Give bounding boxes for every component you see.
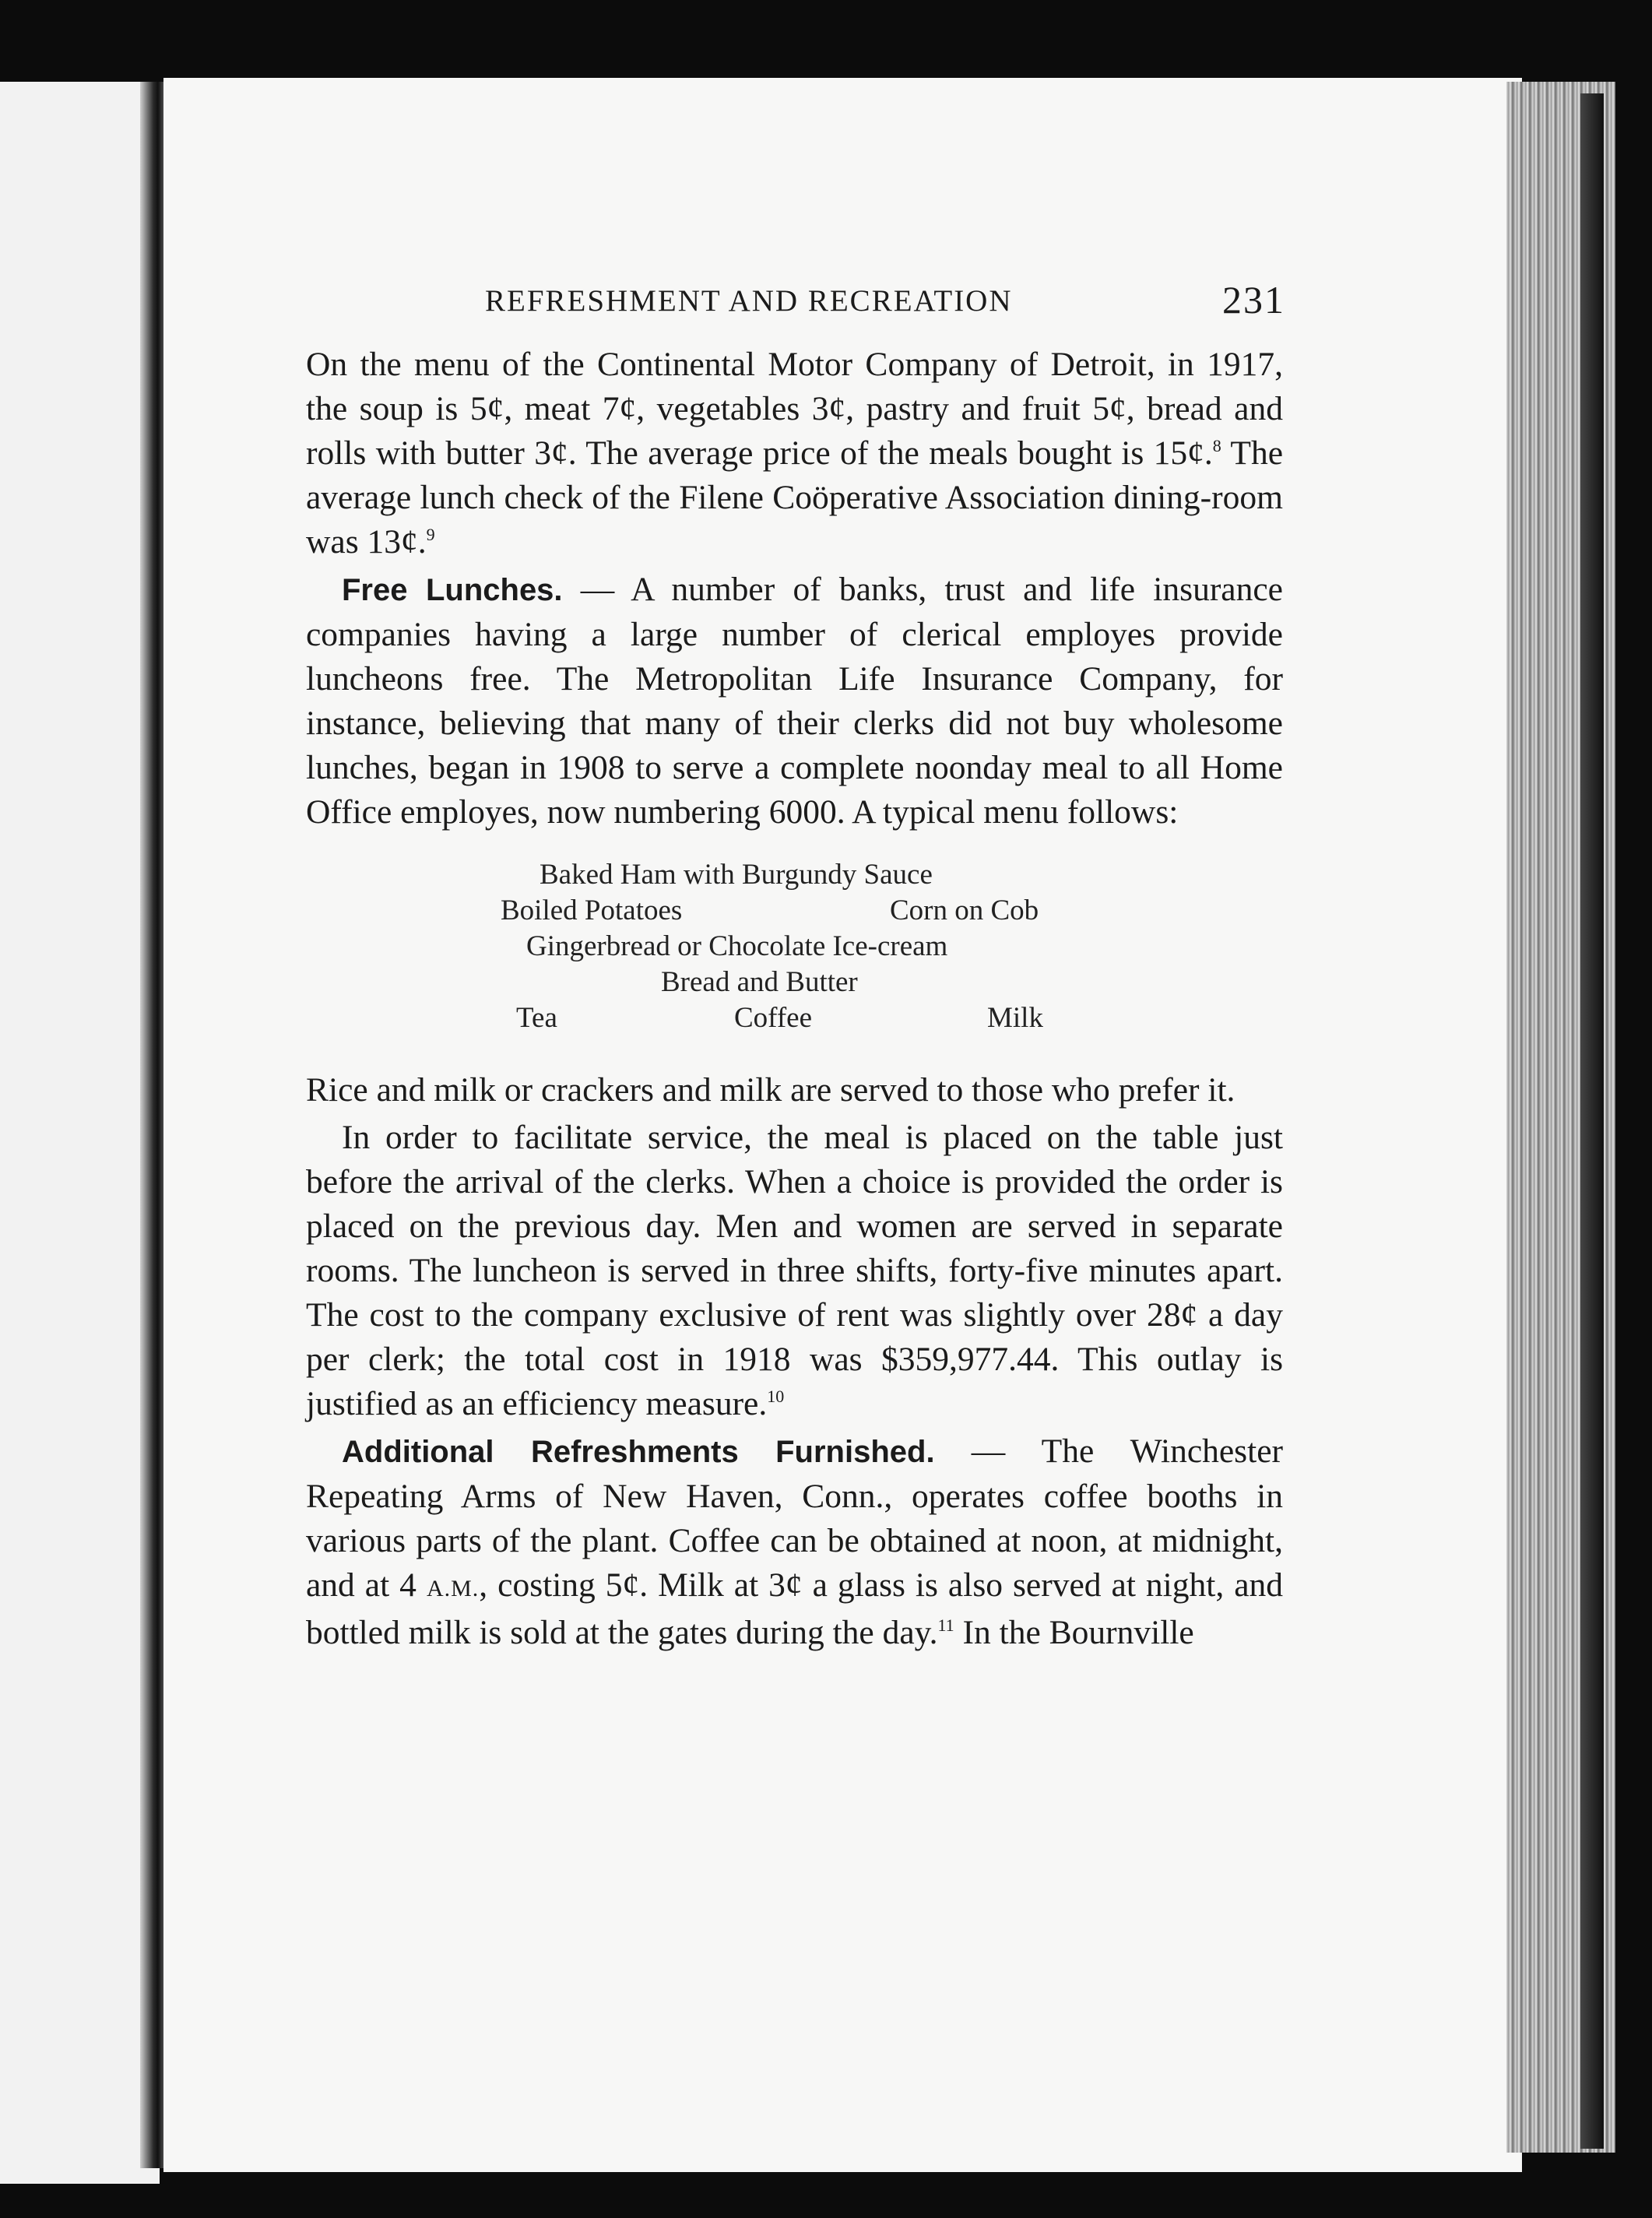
paragraph-rice-milk: Rice and milk or crackers and milk are served to those who prefer it. [306,1071,1235,1109]
left-page-edge [0,82,160,2184]
menu-item-milk: Milk [987,1002,1043,1034]
page-text-block [306,277,1283,1655]
menu-line-bread: Bread and Butter [661,966,858,998]
menu-item-corn: Corn on Cob [890,895,1039,926]
footnote-ref-11: 11 [937,1615,954,1635]
footnote-ref-8: 8 [1212,436,1221,455]
page-number: 231 [1222,278,1285,322]
menu-item-tea: Tea [516,1002,557,1034]
menu-item-potatoes: Boiled Potatoes [501,895,683,926]
typical-menu [306,858,1283,1037]
paragraph-service: In order to facilitate service, the meal is placed on the table just before the arrival of the clerks. When a choice is provided the order is placed on the previous day. Men and women are served in separate rooms. The luncheon is served in three shifts, forty-five minutes apart. The cost to the company exclusive of rent was slightly over 28¢ a day per clerk; the total cost in 1918 was $359,977.44. This outlay is justified as an efficiency measure.$^{10}$ [306,1119,1283,1422]
menu-line-ham: Baked Ham with Burgundy Sauce [540,859,933,891]
running-head [306,277,1283,324]
book-cover-edge [1580,93,1604,2149]
menu-line-dessert: Gingerbread or Chocolate Ice-cream [526,930,948,962]
paragraph-additional-refreshments: Additional Refreshments Furnished. — The Winchester Repeating Arms of New Haven, Conn., operates coffee booths in various parts of the plant. Coffee can be obtained at noon, at midnight, and at 4 A.M., costing 5¢. Milk at 3¢ a glass is also served at night, and bottled milk is sold at the gates during the day.$^{11}$ In the Bournville [306,1432,1283,1651]
footnote-ref-9: 9 [426,525,435,544]
paragraph-continental-motor: On the menu of the Continental Motor Company of Detroit, in 1917, the soup is 5¢, meat 7¢, vegetables 3¢, pastry and fruit 5¢, bread and rolls with butter 3¢. The average price of the meals bought is 15¢.$^8$ The average lunch check of the Filene Coöperative Association dining-room was 13¢.$^9$ [306,346,1283,561]
menu-item-coffee: Coffee [734,1002,812,1034]
running-head-title: REFRESHMENT AND RECREATION [485,284,1013,318]
footnote-ref-10: 10 [767,1387,785,1406]
section-heading-free-lunches: Free Lunches. [342,573,563,607]
paragraph-free-lunches: Free Lunches. — A number of banks, trust and life insurance companies having a large number of clerical employes provide luncheons free. The Metropolitan Life Insurance Company, for instance, believing that many of their clerks did not buy wholesome lunches, began in 1908 to serve a complete noonday meal to all Home Office employes, now numbering 6000. A typical menu follows: [306,571,1283,831]
section-heading-additional: Additional Refreshments Furnished. [342,1435,935,1469]
